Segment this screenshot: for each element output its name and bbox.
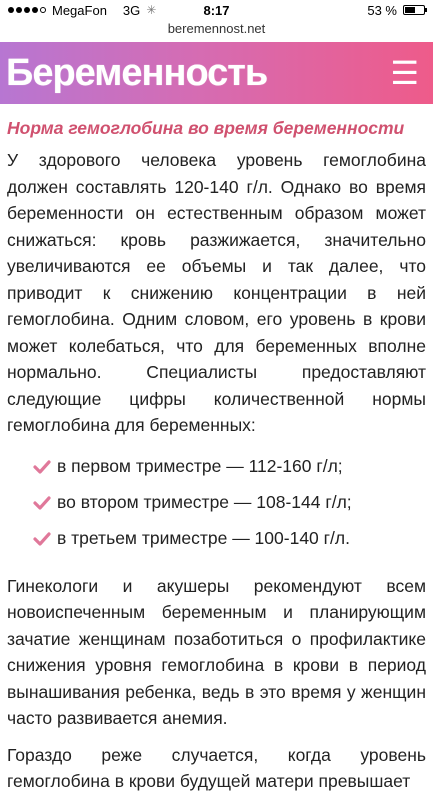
paragraph-intro: У здорового человека уровень гемоглобина должен составлять 120-140 г/л. Однако во время беременности он естественным образом может снижаться: кровь разжижается, значительно увеличиваются ее объемы и так далее, что приводит к снижению концентрации в ней гемоглобина. Одним словом, его уровень в крови может колебаться, что для беременных вполне нормально. Специалисты предоставляют следующие цифры количественной нормы гемоглобина для беременных: (7, 150, 426, 435)
battery-level (405, 7, 415, 13)
site-logo[interactable]: Беременность (6, 51, 268, 94)
status-bar (0, 0, 433, 20)
list-item (33, 485, 426, 521)
paragraph-excess: Гораздо реже случается, когда уровень гемоглобина в крови будущей матери превышает (7, 744, 426, 791)
carrier-name: MegaFon (52, 2, 107, 18)
status-right (367, 3, 425, 18)
list-item-text: в третьем триместре — 100-140 г/л. (57, 528, 350, 548)
network-type: 3G (122, 2, 141, 18)
article-title: Норма гемоглобина во время беременности (7, 118, 405, 138)
battery-icon (403, 5, 425, 15)
list-item-text: в первом триместре — 112-160 г/л; (57, 456, 343, 476)
status-left (8, 3, 156, 18)
url-text: beremennost.net (167, 21, 266, 36)
article-content (0, 118, 433, 795)
checkmark-icon (33, 532, 51, 546)
activity-spinner-icon: ✳ (146, 3, 157, 17)
list-item (33, 521, 426, 557)
site-header (0, 42, 433, 104)
hemoglobin-norm-list (7, 449, 426, 557)
status-time: 8:17 (203, 3, 230, 18)
checkmark-icon (33, 496, 51, 510)
paragraph-recommendation: Гинекологи и акушеры рекомендуют всем новоиспеченным беременным и планирующим зачатие женщинам позаботиться о профилактике снижения уровня гемоглобина в крови в период вынашивания ребенка, ведь в это время у женщин часто развивается анемия. (7, 575, 426, 728)
checkmark-icon (33, 460, 51, 474)
address-bar[interactable] (0, 20, 433, 42)
hamburger-icon[interactable]: ☰ (390, 55, 419, 91)
signal-strength-icon (8, 7, 46, 13)
list-item (33, 449, 426, 485)
list-item-text: во втором триместре — 108-144 г/л; (57, 492, 352, 512)
battery-percent: 53 % (367, 2, 397, 18)
